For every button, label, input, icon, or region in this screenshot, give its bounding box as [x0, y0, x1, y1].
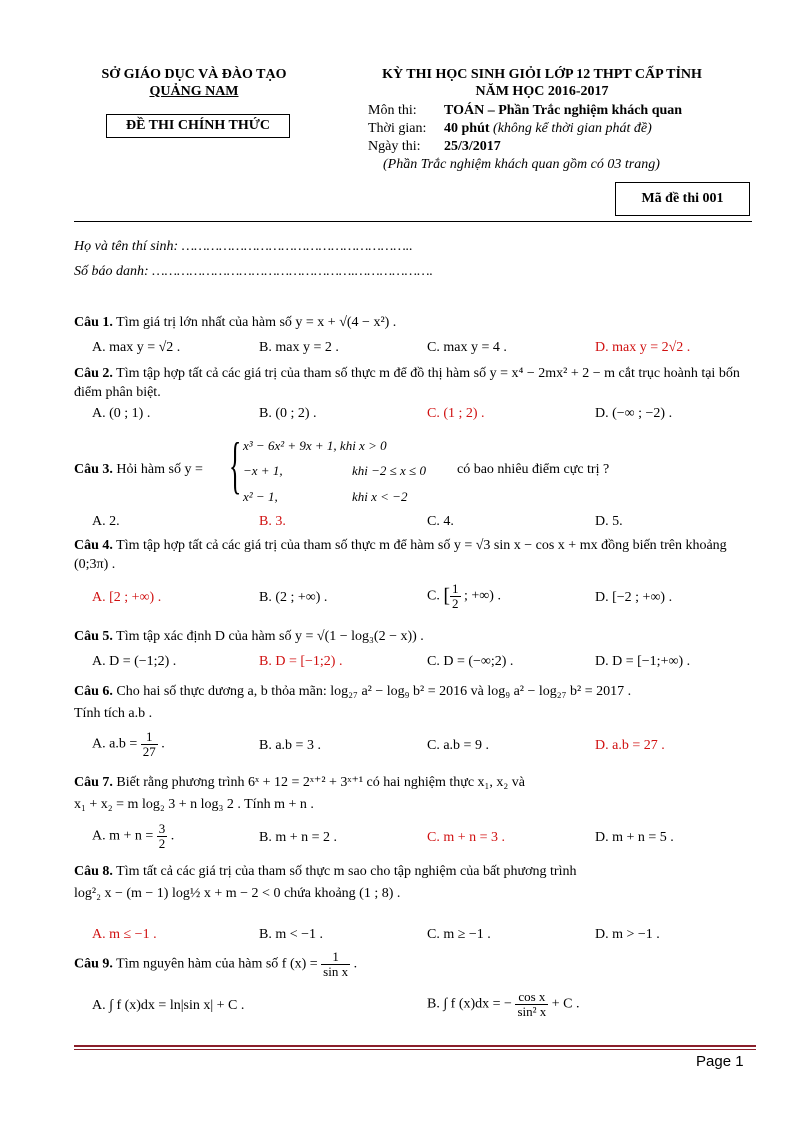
official-exam-box: ĐỀ THI CHÍNH THỨC	[106, 114, 290, 138]
question-4: Câu 4. Tìm tập hợp tất cả các giá trị của tham số thực m để hàm số y = √3 sin x − cos x + mx đồng biến trên khoảng (0;3π) .	[74, 538, 727, 572]
piecewise-case-3: x² − 1,	[243, 489, 278, 504]
exam-title: KỲ THI HỌC SINH GIỎI LỚP 12 THPT CẤP TỈNH	[382, 67, 702, 82]
q1-option-a: A. max y = √2 .	[92, 340, 181, 355]
question-6: Câu 6. Cho hai số thực dương a, b thỏa mãn: log₂₇ a² − log₉ b² = 2016 và log₉ a² − log₂₇ b² = 2017 .	[74, 684, 632, 699]
question-9: Câu 9. Tìm nguyên hàm của hàm số f (x) = $\frac{1}{\text{sin x}}$ .	[74, 949, 358, 979]
q4-option-c: C. [ $\frac{1}{2}$ ; +∞) .	[427, 581, 501, 611]
q2-option-b: B. (0 ; 2) .	[259, 406, 317, 421]
candidate-id-field: Số báo danh: ………………………………………….……………….	[74, 264, 434, 279]
q7-option-b: B. m + n = 2 .	[259, 830, 338, 845]
q7-option-a: A. m + n = $\frac{3}{2}$ .	[92, 821, 175, 851]
date-row: Ngày thi: 25/3/2017	[368, 139, 501, 154]
q5-option-a: A. D = (−1;2) .	[92, 654, 177, 669]
page-number: Page 1	[696, 1053, 744, 1070]
time-row: Thời gian: 40 phút (không kể thời gian phát đề)	[368, 121, 652, 136]
question-2: Câu 2. Tìm tập hợp tất cả các giá trị của tham số thực m để đồ thị hàm số y = x⁴ − 2mx² + 2 − m cắt trục hoành tại bốn điểm phân biệt.	[74, 366, 740, 400]
q6-a-fraction: $\frac{1}{27}$	[142, 729, 156, 759]
q4-option-b: B. (2 ; +∞) .	[259, 590, 328, 605]
q1-option-b: B. max y = 2 .	[259, 340, 339, 355]
q6-line2: Tính tích a.b .	[74, 706, 153, 721]
q7-option-d: D. m + n = 5 .	[595, 830, 674, 845]
department-header	[74, 66, 314, 100]
q3-tail: có bao nhiêu điểm cực trị ?	[457, 462, 610, 477]
q3-option-c: C. 4.	[427, 514, 454, 529]
q7-a-fraction: $\frac{3}{2}$	[158, 821, 166, 851]
q4-option-d: D. [−2 ; +∞) .	[595, 590, 673, 605]
q1-option-c: C. max y = 4 .	[427, 340, 507, 355]
q6-option-a: A. a.b = $\frac{1}{27}$ .	[92, 729, 165, 759]
q2-option-c: C. (1 ; 2) .	[427, 406, 485, 421]
piecewise-case-1: x³ − 6x² + 9x + 1, khi x > 0	[243, 438, 387, 453]
q9-fraction: $\frac{1}{\text{sin x}}$	[323, 949, 349, 979]
question-5: Câu 5. Tìm tập xác định D của hàm số y = √(1 − log₃(2 − x)) .	[74, 629, 424, 644]
piecewise-cond-2: khi −2 ≤ x ≤ 0	[352, 463, 426, 478]
q5-option-c: C. D = (−∞;2) .	[427, 654, 514, 669]
piecewise-cond-3: khi x < −2	[352, 489, 408, 504]
department-name: SỞ GIÁO DỤC VÀ ĐÀO TẠO	[101, 67, 287, 82]
q9-b-fraction: $\frac{\text{cos x}}{\text{sin² x}}$	[517, 989, 547, 1019]
q9-option-a: A. ∫ f (x)dx = ln|sin x| + C .	[92, 998, 245, 1013]
question-3: Câu 3. Hỏi hàm số y =	[74, 462, 203, 477]
q6-option-c: C. a.b = 9 .	[427, 738, 489, 753]
q3-option-b: B. 3.	[259, 514, 286, 529]
piecewise-brace: {	[229, 429, 242, 500]
q5-option-b: B. D = [−1;2) .	[259, 654, 343, 669]
q7-line2: x₁ + x₂ = m log₂ 3 + n log₃ 2 . Tính m + n .	[74, 797, 314, 812]
q1-option-d: D. max y = 2√2 .	[595, 340, 691, 355]
q8-option-c: C. m ≥ −1 .	[427, 927, 491, 942]
q8-line2: log²₂ x − (m − 1) log½ x + m − 2 < 0 chứa khoảng (1 ; 8) .	[74, 886, 401, 901]
exam-header	[330, 66, 754, 100]
q6-option-b: B. a.b = 3 .	[259, 738, 321, 753]
footer-rule-thin	[74, 1049, 756, 1050]
q4-option-a: A. [2 ; +∞) .	[92, 590, 162, 605]
q2-option-a: A. (0 ; 1) .	[92, 406, 151, 421]
piecewise-case-2: −x + 1,	[243, 463, 283, 478]
subject-row: Môn thi: TOÁN – Phần Trắc nghiệm khách quan	[368, 103, 683, 118]
q3-option-a: A. 2.	[92, 514, 120, 529]
pages-note: (Phần Trắc nghiệm khách quan gồm có 03 trang)	[383, 157, 660, 172]
q7-option-c: C. m + n = 3 .	[427, 830, 506, 845]
q3-option-d: D. 5.	[595, 514, 623, 529]
candidate-name-field: Họ và tên thí sinh: ………………………………………………..	[74, 239, 413, 254]
question-7: Câu 7. Biết rằng phương trình 6ˣ + 12 = 2ˣ⁺² + 3ˣ⁺¹ có hai nghiệm thực x₁, x₂ và	[74, 775, 526, 790]
q8-option-a: A. m ≤ −1 .	[92, 927, 157, 942]
province-name: QUẢNG NAM	[149, 84, 239, 99]
q5-option-d: D. D = [−1;+∞) .	[595, 654, 691, 669]
school-year: NĂM HỌC 2016-2017	[475, 84, 609, 99]
exam-code-box: Mã đề thi 001	[615, 182, 750, 216]
q8-option-b: B. m < −1 .	[259, 927, 324, 942]
q4-c-fraction: $\frac{1}{2}$	[452, 581, 459, 611]
q6-option-d: D. a.b = 27 .	[595, 738, 665, 753]
q9-option-b: B. ∫ f (x)dx = − $\frac{\text{cos x}}{\text{sin² x}}$ + C .	[427, 989, 580, 1019]
question-1: Câu 1. Tìm giá trị lớn nhất của hàm số y = x + √(4 − x²) .	[74, 315, 397, 330]
q8-option-d: D. m > −1 .	[595, 927, 660, 942]
question-8: Câu 8. Tìm tất cả các giá trị của tham số thực m sao cho tập nghiệm của bất phương trình	[74, 864, 577, 879]
footer-rule-thick	[74, 1045, 756, 1047]
q2-option-d: D. (−∞ ; −2) .	[595, 406, 673, 421]
header-divider	[74, 221, 752, 222]
